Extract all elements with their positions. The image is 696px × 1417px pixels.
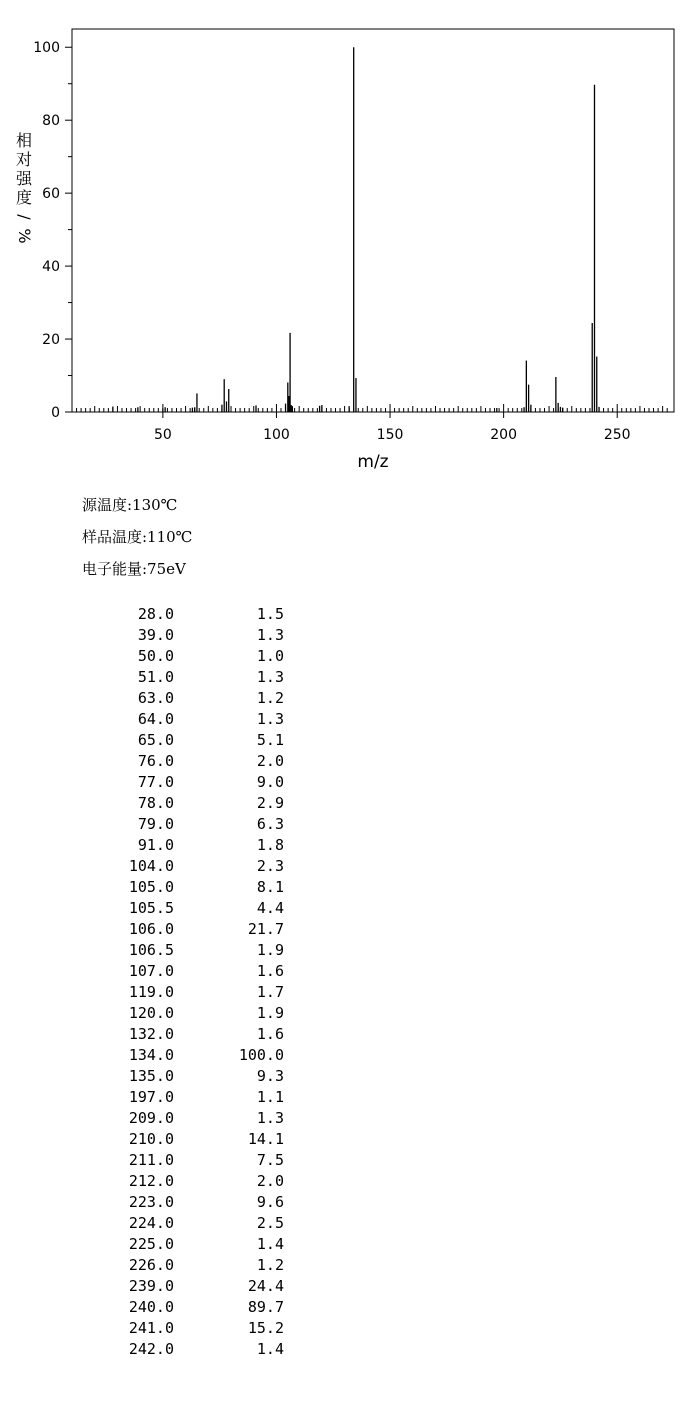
peak-mz: 91.0 bbox=[137, 836, 174, 854]
peak-intensity: 15.2 bbox=[247, 1319, 284, 1337]
y-tick-label: 40 bbox=[42, 259, 60, 276]
peak-intensity: 14.1 bbox=[247, 1130, 284, 1148]
peak-mz: 226.0 bbox=[128, 1256, 174, 1274]
peak-row bbox=[100, 772, 284, 793]
peak-mz: 242.0 bbox=[128, 1340, 174, 1358]
mass-spectrum-chart bbox=[0, 0, 696, 480]
y-tick-label: 60 bbox=[42, 186, 60, 203]
peak-intensity: 1.7 bbox=[256, 983, 284, 1001]
x-tick-label: 150 bbox=[376, 427, 404, 443]
y-tick-label: 20 bbox=[42, 332, 60, 349]
x-tick-label: 250 bbox=[603, 427, 631, 443]
peak-row bbox=[100, 1108, 284, 1129]
peak-intensity: 1.3 bbox=[256, 626, 284, 644]
y-axis-label-char: 对 bbox=[15, 150, 33, 169]
y-axis-label-char: / bbox=[15, 214, 34, 220]
peak-row bbox=[100, 1318, 284, 1339]
peak-intensity: 9.0 bbox=[256, 773, 284, 791]
peak-intensity: 2.3 bbox=[256, 857, 284, 875]
peak-intensity: 21.7 bbox=[247, 920, 284, 938]
peak-row bbox=[100, 940, 284, 961]
peak-mz: 132.0 bbox=[128, 1025, 174, 1043]
peak-row bbox=[100, 856, 284, 877]
peak-row bbox=[100, 709, 284, 730]
peak-row bbox=[100, 1024, 284, 1045]
peak-row bbox=[100, 1192, 284, 1213]
peak-row bbox=[100, 1003, 284, 1024]
peak-mz: 76.0 bbox=[137, 752, 174, 770]
peak-mz: 225.0 bbox=[128, 1235, 174, 1253]
peak-row bbox=[100, 667, 284, 688]
peak-row bbox=[100, 1129, 284, 1150]
peak-intensity: 1.3 bbox=[256, 710, 284, 728]
electron-energy: 电子能量:75eV bbox=[82, 560, 186, 578]
peak-row bbox=[100, 1276, 284, 1297]
peak-mz: 224.0 bbox=[128, 1214, 174, 1232]
y-axis-label-char: 度 bbox=[15, 188, 33, 207]
peak-mz: 107.0 bbox=[128, 962, 174, 980]
peak-mz: 106.5 bbox=[128, 941, 174, 959]
peak-mz: 241.0 bbox=[128, 1319, 174, 1337]
peak-row bbox=[100, 919, 284, 940]
y-tick-label: 100 bbox=[33, 40, 60, 57]
peak-intensity: 2.0 bbox=[256, 1172, 284, 1190]
peak-mz: 210.0 bbox=[128, 1130, 174, 1148]
x-tick-label: 200 bbox=[490, 427, 517, 443]
peak-row bbox=[100, 1297, 284, 1318]
peak-mz: 135.0 bbox=[128, 1067, 174, 1085]
peak-mz: 65.0 bbox=[137, 731, 174, 749]
peak-mz: 240.0 bbox=[128, 1298, 174, 1316]
peak-row bbox=[100, 625, 284, 646]
x-tick-label: 50 bbox=[153, 427, 172, 443]
peak-intensity: 1.3 bbox=[256, 668, 284, 686]
peak-intensity: 1.4 bbox=[256, 1340, 284, 1358]
peak-intensity: 1.8 bbox=[256, 836, 284, 854]
peak-intensity: 6.3 bbox=[256, 815, 284, 833]
peak-table bbox=[100, 604, 284, 1360]
spectrum-bars bbox=[113, 47, 599, 412]
peak-mz: 79.0 bbox=[137, 815, 174, 833]
y-axis-ticks bbox=[33, 40, 72, 421]
peak-mz: 211.0 bbox=[128, 1151, 174, 1169]
peak-intensity: 1.9 bbox=[256, 941, 284, 959]
peak-mz: 119.0 bbox=[128, 983, 174, 1001]
peak-mz: 120.0 bbox=[128, 1004, 174, 1022]
peak-intensity: 100.0 bbox=[238, 1046, 284, 1064]
peak-row bbox=[100, 1066, 284, 1087]
peak-row bbox=[100, 688, 284, 709]
y-axis-label-char: 相 bbox=[15, 131, 33, 150]
peak-mz: 104.0 bbox=[128, 857, 174, 875]
peak-intensity: 1.6 bbox=[256, 1025, 284, 1043]
peak-intensity: 2.0 bbox=[256, 752, 284, 770]
peak-mz: 223.0 bbox=[128, 1193, 174, 1211]
peak-mz: 78.0 bbox=[137, 794, 174, 812]
x-axis-ticks bbox=[154, 412, 631, 443]
peak-mz: 239.0 bbox=[128, 1277, 174, 1295]
peak-mz: 64.0 bbox=[137, 710, 174, 728]
peak-mz: 105.0 bbox=[128, 878, 174, 896]
peak-intensity: 1.1 bbox=[256, 1088, 284, 1106]
y-axis-label-char: % bbox=[15, 228, 34, 244]
peak-row bbox=[100, 877, 284, 898]
peak-intensity: 2.5 bbox=[256, 1214, 284, 1232]
y-tick-label: 80 bbox=[42, 113, 60, 130]
peak-mz: 106.0 bbox=[128, 920, 174, 938]
source-temperature: 源温度:130℃ bbox=[82, 496, 178, 514]
peak-intensity: 7.5 bbox=[256, 1151, 284, 1169]
peak-intensity: 1.0 bbox=[256, 647, 284, 665]
peak-intensity: 1.4 bbox=[256, 1235, 284, 1253]
plot-frame bbox=[72, 29, 674, 412]
peak-row bbox=[100, 814, 284, 835]
sample-temperature: 样品温度:110℃ bbox=[82, 528, 193, 546]
peak-row bbox=[100, 730, 284, 751]
peak-row bbox=[100, 604, 284, 625]
y-tick-label: 0 bbox=[51, 405, 60, 421]
x-tick-label: 100 bbox=[263, 427, 290, 443]
peak-intensity: 24.4 bbox=[247, 1277, 284, 1295]
peak-intensity: 1.5 bbox=[256, 605, 284, 623]
peak-row bbox=[100, 982, 284, 1003]
peak-mz: 197.0 bbox=[128, 1088, 174, 1106]
peak-intensity: 1.2 bbox=[256, 1256, 284, 1274]
peak-row bbox=[100, 1045, 284, 1066]
peak-mz: 39.0 bbox=[137, 626, 174, 644]
peak-mz: 105.5 bbox=[128, 899, 174, 917]
peak-mz: 212.0 bbox=[128, 1172, 174, 1190]
peak-row bbox=[100, 1087, 284, 1108]
peak-intensity: 89.7 bbox=[247, 1298, 284, 1316]
peak-row bbox=[100, 1213, 284, 1234]
peak-intensity: 9.3 bbox=[256, 1067, 284, 1085]
peak-row bbox=[100, 835, 284, 856]
peak-intensity: 1.6 bbox=[256, 962, 284, 980]
y-axis-label bbox=[15, 131, 34, 244]
peak-row bbox=[100, 1339, 284, 1360]
peak-intensity: 2.9 bbox=[256, 794, 284, 812]
peak-intensity: 1.3 bbox=[256, 1109, 284, 1127]
peak-row bbox=[100, 646, 284, 667]
peak-row bbox=[100, 898, 284, 919]
peak-mz: 28.0 bbox=[137, 605, 174, 623]
peak-mz: 134.0 bbox=[128, 1046, 174, 1064]
measurement-conditions bbox=[82, 494, 192, 590]
peak-intensity: 1.2 bbox=[256, 689, 284, 707]
peak-mz: 51.0 bbox=[137, 668, 174, 686]
peak-intensity: 1.9 bbox=[256, 1004, 284, 1022]
peak-mz: 77.0 bbox=[137, 773, 174, 791]
peak-row bbox=[100, 1234, 284, 1255]
peak-row bbox=[100, 751, 284, 772]
peak-mz: 209.0 bbox=[128, 1109, 174, 1127]
peak-row bbox=[100, 961, 284, 982]
peak-intensity: 4.4 bbox=[256, 899, 284, 917]
peak-intensity: 9.6 bbox=[256, 1193, 284, 1211]
peak-row bbox=[100, 1255, 284, 1276]
peak-intensity: 8.1 bbox=[256, 878, 284, 896]
peak-mz: 63.0 bbox=[137, 689, 174, 707]
x-axis-label: m/z bbox=[357, 452, 389, 472]
y-axis-label-char: 强 bbox=[15, 169, 33, 188]
peak-intensity: 5.1 bbox=[256, 731, 284, 749]
peak-row bbox=[100, 1150, 284, 1171]
peak-row bbox=[100, 1171, 284, 1192]
peak-mz: 50.0 bbox=[137, 647, 174, 665]
peak-row bbox=[100, 793, 284, 814]
